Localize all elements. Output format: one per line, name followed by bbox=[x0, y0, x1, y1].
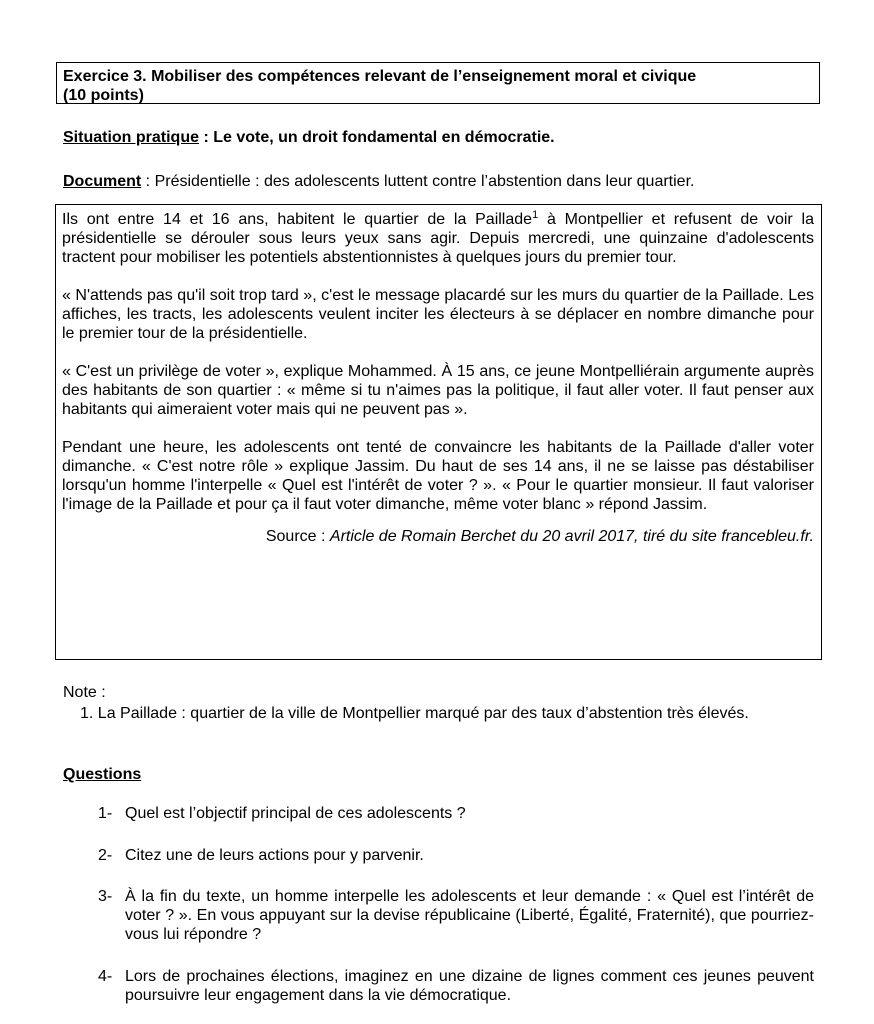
question-number: 1- bbox=[98, 805, 113, 822]
note-item: 1. La Paillade : quartier de la ville de Montpellier marqué par des taux d’abstention très élevés. bbox=[80, 705, 749, 722]
note-label: Note : bbox=[63, 684, 106, 701]
document-label: Document bbox=[63, 173, 142, 190]
question-text: Quel est l’objectif principal de ces adolescents ? bbox=[125, 805, 466, 822]
article-source bbox=[62, 527, 814, 546]
source-text: Article de Romain Berchet du 20 avril 2017, tiré du site francebleu.fr. bbox=[329, 528, 814, 545]
question-3 bbox=[98, 887, 814, 944]
question-2 bbox=[98, 846, 814, 865]
question-1 bbox=[98, 804, 814, 823]
situation-text: : Le vote, un droit fondamental en démocratie. bbox=[199, 129, 555, 146]
question-4 bbox=[98, 967, 814, 1005]
question-text: Citez une de leurs actions pour y parvenir. bbox=[125, 847, 424, 864]
footnote-marker: 1 bbox=[532, 209, 539, 221]
article-p1-start: Ils ont entre 14 et 16 ans, habitent le quartier de la Paillade bbox=[62, 211, 533, 228]
article-box bbox=[55, 204, 822, 660]
exercise-header-box bbox=[56, 62, 820, 104]
document-line bbox=[63, 172, 694, 191]
question-text: Lors de prochaines élections, imaginez en une dizaine de lignes comment ces jeunes peuvent poursuivre leur engagement dans la vie démocratique. bbox=[125, 968, 814, 1004]
situation-line bbox=[63, 128, 555, 147]
question-number: 3- bbox=[98, 888, 113, 905]
document-text: : Présidentielle : des adolescents luttent contre l’abstention dans leur quartier. bbox=[141, 173, 695, 190]
question-text: À la fin du texte, un homme interpelle les adolescents et leur demande : « Quel est l’intérêt de voter ? ». En vous appuyant sur la devise républicaine (Liberté, Égalité, Fraternité), que pourriez-vous lui répondre ? bbox=[125, 888, 814, 943]
exercise-points: (10 points) bbox=[63, 87, 144, 104]
situation-label: Situation pratique bbox=[63, 129, 199, 146]
article-paragraph-1 bbox=[62, 210, 814, 267]
exercise-title: Exercice 3. Mobiliser des compétences relevant de l’enseignement moral et civique bbox=[63, 68, 697, 85]
article-paragraph-2: « N'attends pas qu'il soit trop tard », c'est le message placardé sur les murs du quartier de la Paillade. Les affiches, les tracts, les adolescents veulent inciter les électeurs à se déplacer en nombre dimanche pour le premier tour de la présidentielle. bbox=[62, 287, 814, 342]
questions-title: Questions bbox=[63, 766, 142, 783]
source-label: Source : bbox=[265, 528, 330, 545]
article-paragraph-3: « C'est un privilège de voter », explique Mohammed. À 15 ans, ce jeune Montpelliérain argumente auprès des habitants de son quartier : « même si tu n'aimes pas la politique, il faut aller voter. Il faut penser aux habitants qui aimeraient voter mais qui ne peuvent pas ». bbox=[62, 363, 814, 418]
question-number: 4- bbox=[98, 968, 113, 985]
article-p1-end: à Montpellier et refusent de voir la présidentielle se dérouler sous leurs yeux sans agir. Depuis mercredi, une quinzaine d'adolescents tractent pour mobiliser les potentiels abstentionnistes à quelques jours du premier tour. bbox=[62, 211, 814, 266]
question-number: 2- bbox=[98, 847, 113, 864]
article-paragraph-4: Pendant une heure, les adolescents ont tenté de convaincre les habitants de la Paillade d'aller voter dimanche. « C'est notre rôle » explique Jassim. Du haut de ses 14 ans, il ne se laisse pas déstabiliser lorsqu'un homme l'interpelle « Quel est l'intérêt de voter ? ». « Pour le quartier monsieur. Il faut valoriser l'image de la Paillade et pour ça il faut voter dimanche, même voter blanc » répond Jassim. bbox=[62, 439, 814, 513]
